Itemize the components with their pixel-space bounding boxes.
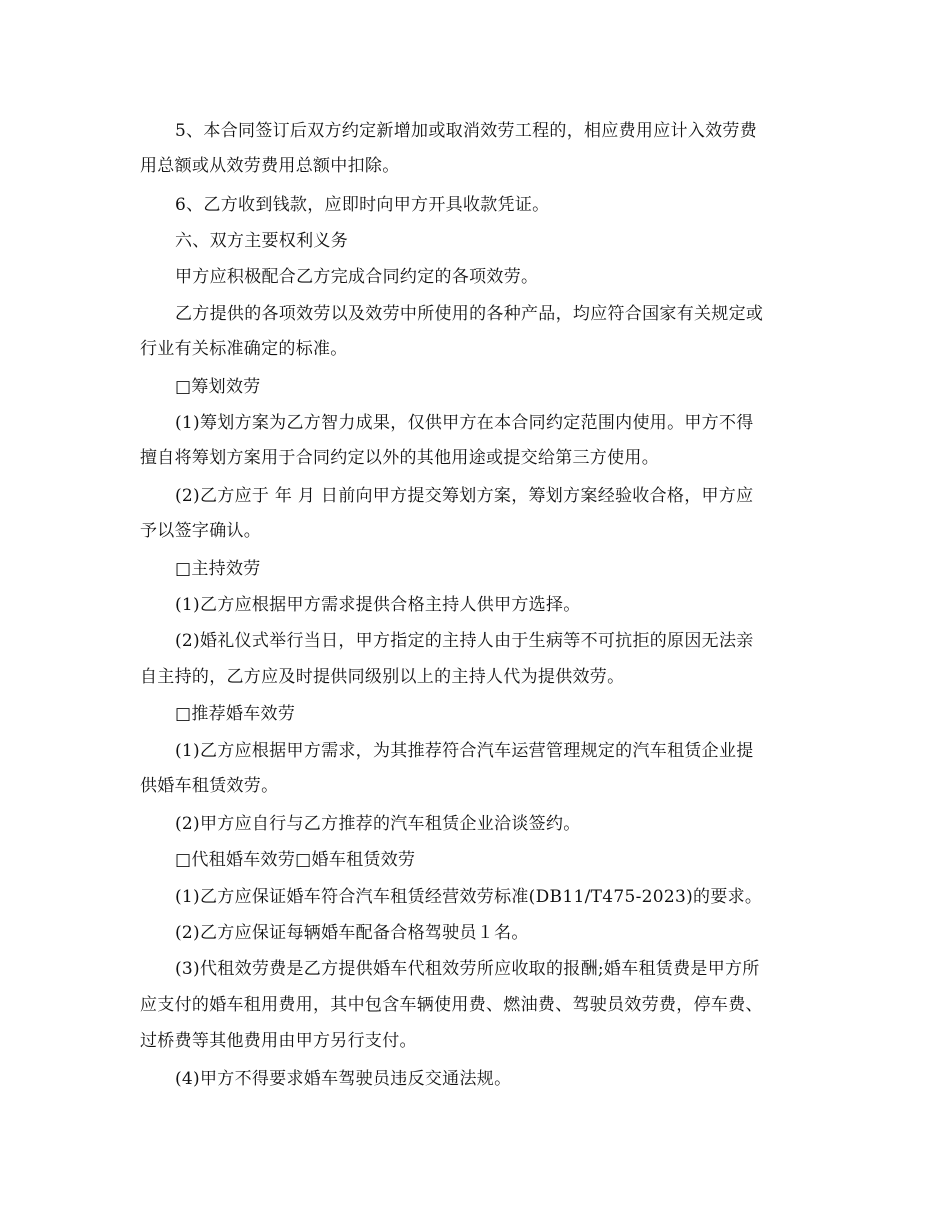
- paragraph-line-3: 6、乙方收到钱款，应即时向甲方开具收款凭证。: [175, 195, 550, 215]
- paragraph-line-10: 擅自将筹划方案用于合同约定以外的其他用途或提交给第三方使用。: [140, 448, 659, 468]
- checkbox-item-recommend-car: □推荐婚车效劳: [175, 704, 296, 724]
- checkbox-item-car-rental: □代租婚车效劳□婚车租赁效劳: [175, 850, 416, 870]
- paragraph-line-22: (1)乙方应保证婚车符合汽车租赁经营效劳标准(DB11/T475-2023)的要求。: [175, 887, 763, 907]
- paragraph-line-20: (2)甲方应自行与乙方推荐的汽车租赁企业洽谈签约。: [175, 814, 581, 834]
- paragraph-line-12: 予以签字确认。: [140, 521, 262, 541]
- checkbox-item-host: □主持效劳: [175, 559, 261, 579]
- paragraph-line-14: (1)乙方应根据甲方需求提供合格主持人供甲方选择。: [175, 595, 581, 615]
- paragraph-line-16: 自主持的，乙方应及时提供同级别以上的主持人代为提供效劳。: [140, 667, 625, 687]
- paragraph-line-2: 用总额或从效劳费用总额中扣除。: [140, 156, 400, 176]
- paragraph-line-24: (3)代租效劳费是乙方提供婚车代租效劳所应收取的报酬;婚车租赁费是甲方所: [175, 959, 760, 979]
- paragraph-line-5: 甲方应积极配合乙方完成合同约定的各项效劳。: [175, 267, 539, 287]
- paragraph-line-1: 5、本合同签订后双方约定新增加或取消效劳工程的，相应费用应计入效劳费: [175, 121, 758, 141]
- paragraph-line-19: 供婚车租赁效劳。: [140, 776, 279, 796]
- paragraph-line-27: (4)甲方不得要求婚车驾驶员违反交通法规。: [175, 1069, 512, 1089]
- paragraph-line-6: 乙方提供的各项效劳以及效劳中所使用的各种产品，均应符合国家有关规定或: [175, 304, 764, 324]
- paragraph-line-23: (2)乙方应保证每辆婚车配备合格驾驶员１名。: [175, 923, 529, 943]
- paragraph-line-11: (2)乙方应于 年 月 日前向甲方提交筹划方案，筹划方案经验收合格，甲方应: [175, 486, 754, 506]
- paragraph-line-26: 过桥费等其他费用由甲方另行支付。: [140, 1031, 417, 1051]
- paragraph-line-18: (1)乙方应根据甲方需求，为其推荐符合汽车运营管理规定的汽车租赁企业提: [175, 741, 754, 761]
- paragraph-line-25: 应支付的婚车租用费用，其中包含车辆使用费、燃油费、驾驶员效劳费，停车费、: [140, 995, 763, 1015]
- paragraph-line-9: (1)筹划方案为乙方智力成果，仅供甲方在本合同约定范围内使用。甲方不得: [175, 413, 754, 433]
- paragraph-line-15: (2)婚礼仪式举行当日，甲方指定的主持人由于生病等不可抗拒的原因无法亲: [175, 631, 754, 651]
- section-heading: 六、双方主要权利义务: [175, 231, 348, 251]
- paragraph-line-7: 行业有关标准确定的标准。: [140, 339, 348, 359]
- checkbox-item-planning: □筹划效劳: [175, 377, 261, 397]
